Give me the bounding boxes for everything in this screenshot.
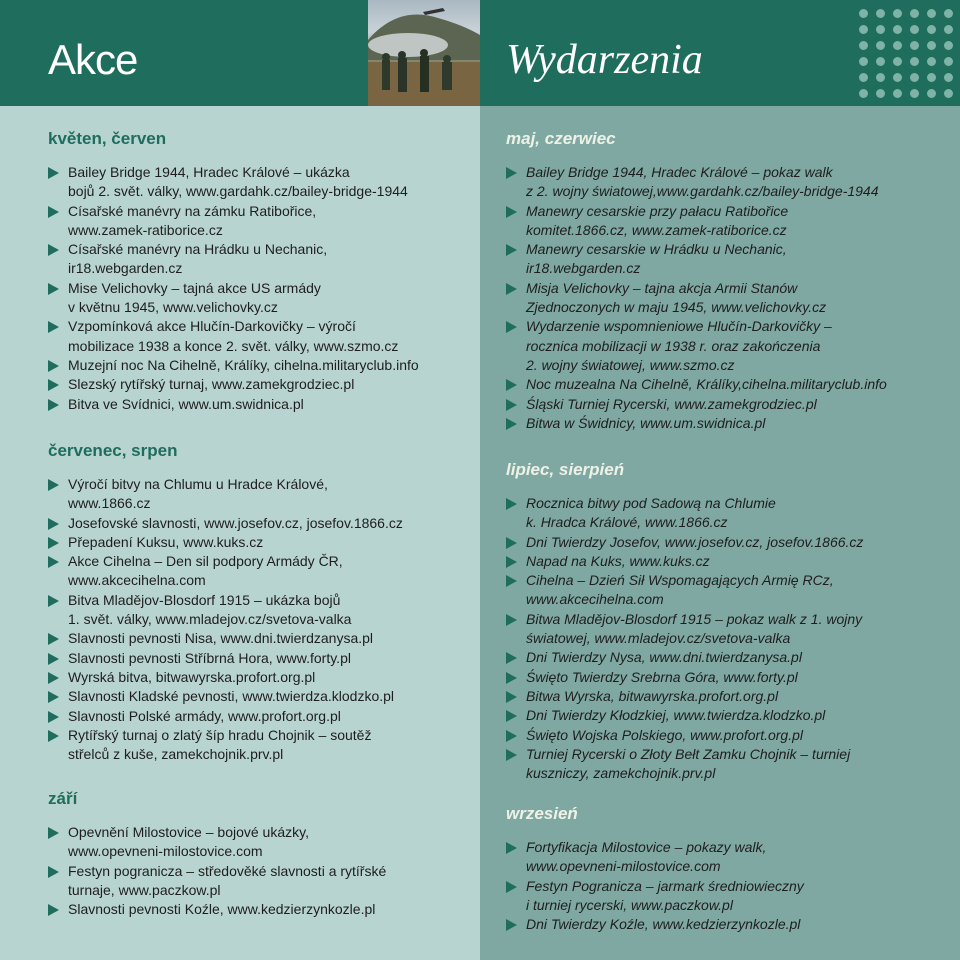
list-item bbox=[506, 163, 946, 202]
list-item-line: Josefovské slavnosti, www.josefov.cz, josefov.1866.cz bbox=[68, 514, 403, 531]
section-title: lipiec, sierpień bbox=[506, 460, 625, 479]
list-item bbox=[506, 494, 946, 533]
triangle-bullet-icon bbox=[506, 881, 517, 893]
section-title: září bbox=[48, 789, 78, 808]
soldiers-photo-image bbox=[368, 0, 480, 106]
section-july-august-cz bbox=[48, 441, 468, 764]
list-item bbox=[48, 823, 468, 862]
triangle-bullet-icon bbox=[506, 710, 517, 722]
triangle-bullet-icon bbox=[506, 652, 517, 664]
list-item-line: z 2. wojny światowej,www.gardahk.cz/bailey-bridge-1944 bbox=[526, 183, 879, 200]
list-item bbox=[48, 514, 468, 533]
triangle-bullet-icon bbox=[506, 730, 517, 742]
list-item-line: 1. svět. války, www.mladejov.cz/svetova-valka bbox=[68, 611, 352, 628]
triangle-bullet-icon bbox=[48, 653, 59, 665]
list-item-line: www.1866.cz bbox=[68, 495, 151, 512]
list-item-line: turnaje, www.paczkow.pl bbox=[68, 881, 221, 898]
list-item-line: Slavnosti pevnosti Stříbrná Hora, www.forty.pl bbox=[68, 649, 351, 666]
list-item-line: Cihelna – Dzień Sił Wspomagających Armię RCz, bbox=[526, 572, 834, 589]
triangle-bullet-icon bbox=[48, 537, 59, 549]
list-item bbox=[48, 862, 468, 901]
list-item bbox=[48, 163, 468, 202]
list-item bbox=[506, 726, 946, 745]
triangle-bullet-icon bbox=[506, 167, 517, 179]
list-item-line: Bitwa w Świdnicy, www.um.swidnica.pl bbox=[526, 414, 766, 431]
list-item-line: Bitwa Wyrska, bitwawyrska.profort.org.pl bbox=[526, 687, 779, 704]
list-item bbox=[48, 649, 468, 668]
list-item-line: Wydarzenie wspomnieniowe Hlučín-Darkovičky – bbox=[526, 318, 832, 335]
list-item bbox=[506, 240, 946, 279]
list-item-line: Dni Twierdzy Josefov, www.josefov.cz, josefov.1866.cz bbox=[526, 533, 864, 550]
list-item bbox=[506, 395, 946, 414]
list-item bbox=[506, 375, 946, 394]
list-item-line: Bailey Bridge 1944, Hradec Králové – pokaz walk bbox=[526, 164, 833, 180]
triangle-bullet-icon bbox=[48, 399, 59, 411]
list-item bbox=[48, 726, 468, 765]
triangle-bullet-icon bbox=[48, 691, 59, 703]
list-item-line: Zjednoczonych w maju 1945, www.velichovky.cz bbox=[526, 299, 827, 316]
list-item bbox=[506, 279, 946, 318]
list-item bbox=[48, 591, 468, 630]
list-item-line: www.opevneni-milostovice.com bbox=[526, 858, 721, 875]
list-item bbox=[48, 240, 468, 279]
list-item-line: 2. wojny światowej, www.szmo.cz bbox=[526, 356, 735, 373]
list-item-line: Slezský rytířský turnaj, www.zamekgrodziec.pl bbox=[68, 376, 355, 393]
list-item-line: Akce Cihelna – Den sil podpory Armády ČR, bbox=[68, 553, 343, 570]
list-item bbox=[506, 571, 946, 610]
list-item bbox=[48, 707, 468, 726]
list-item bbox=[48, 668, 468, 687]
list-item-line: Mise Velichovky – tajná akce US armády bbox=[68, 279, 321, 296]
list-item bbox=[48, 900, 468, 919]
triangle-bullet-icon bbox=[506, 919, 517, 931]
triangle-bullet-icon bbox=[48, 206, 59, 218]
list-item-line: Císařské manévry na Hrádku u Nechanic, bbox=[68, 241, 328, 258]
list-item-line: Bitwa Mladějov-Blosdorf 1915 – pokaz walk z 1. wojny bbox=[526, 610, 863, 627]
list-item-line: bojů 2. svět. války, www.gardahk.cz/bailey-bridge-1944 bbox=[68, 183, 408, 200]
list-item-line: Śląski Turniej Rycerski, www.zamekgrodziec.pl bbox=[526, 395, 817, 412]
list-item bbox=[506, 915, 946, 934]
list-item-line: Rocznica bitwy pod Sadową na Chlumie bbox=[526, 495, 776, 511]
list-item bbox=[48, 552, 468, 591]
triangle-bullet-icon bbox=[48, 556, 59, 568]
list-item-line: i turniej rycerski, www.paczkow.pl bbox=[526, 896, 733, 913]
list-item-line: Dni Twierdzy Koźle, www.kedzierzynkozle.pl bbox=[526, 916, 801, 933]
list-item-line: Přepadení Kuksu, www.kuks.cz bbox=[68, 533, 264, 550]
list-item-line: ir18.webgarden.cz bbox=[68, 260, 183, 277]
list-item-line: komitet.1866.cz, www.zamek-ratiborice.cz bbox=[526, 221, 787, 238]
list-item bbox=[48, 375, 468, 394]
triangle-bullet-icon bbox=[506, 556, 517, 568]
list-item-line: střelců z kuše, zamekchojnik.prv.pl bbox=[68, 746, 284, 763]
list-item bbox=[48, 629, 468, 648]
triangle-bullet-icon bbox=[48, 595, 59, 607]
triangle-bullet-icon bbox=[506, 691, 517, 703]
list-item-line: rocznica mobilizacji w 1938 r. oraz zakończenia bbox=[526, 337, 821, 354]
list-item-line: www.akcecihelna.com bbox=[68, 572, 206, 589]
triangle-bullet-icon bbox=[506, 321, 517, 333]
list-item bbox=[48, 475, 468, 514]
list-item-line: v květnu 1945, www.velichovky.cz bbox=[68, 299, 278, 316]
triangle-bullet-icon bbox=[506, 575, 517, 587]
list-item-line: Slavnosti pevnosti Nisa, www.dni.twierdzanysa.pl bbox=[68, 630, 374, 647]
triangle-bullet-icon bbox=[48, 379, 59, 391]
list-item bbox=[506, 202, 946, 241]
section-title: květen, červen bbox=[48, 129, 167, 148]
section-july-august-pl bbox=[506, 460, 946, 783]
triangle-bullet-icon bbox=[48, 711, 59, 723]
triangle-bullet-icon bbox=[48, 479, 59, 491]
list-item-line: Turniej Rycerski o Złoty Bełt Zamku Chojnik – turniej bbox=[526, 745, 851, 762]
section-title: wrzesień bbox=[506, 804, 578, 823]
list-item-line: Muzejní noc Na Cihelně, Králíky, cihelna.militaryclub.info bbox=[68, 356, 419, 373]
triangle-bullet-icon bbox=[506, 672, 517, 684]
section-title: maj, czerwiec bbox=[506, 129, 616, 148]
list-item bbox=[48, 317, 468, 356]
list-item-line: Slavnosti pevnosti Koźle, www.kedzierzynkozle.pl bbox=[68, 901, 376, 918]
list-item-line: Wyrská bitva, bitwawyrska.profort.org.pl bbox=[68, 668, 316, 685]
list-item-line: Bitva ve Svídnici, www.um.swidnica.pl bbox=[68, 395, 304, 412]
list-item-line: Święto Twierdzy Srebrna Góra, www.forty.pl bbox=[526, 668, 798, 685]
list-item bbox=[506, 414, 946, 433]
list-item-line: kuszniczy, zamekchojnik.prv.pl bbox=[526, 765, 716, 782]
triangle-bullet-icon bbox=[48, 730, 59, 742]
list-item bbox=[506, 668, 946, 687]
triangle-bullet-icon bbox=[506, 498, 517, 510]
list-item-line: Bailey Bridge 1944, Hradec Králové – ukázka bbox=[68, 164, 350, 180]
triangle-bullet-icon bbox=[48, 167, 59, 179]
list-item-line: www.opevneni-milostovice.com bbox=[68, 843, 263, 860]
triangle-bullet-icon bbox=[48, 672, 59, 684]
section-september-pl bbox=[506, 804, 946, 934]
page-title-czech: Akce bbox=[48, 36, 138, 83]
triangle-bullet-icon bbox=[506, 418, 517, 430]
list-item bbox=[506, 533, 946, 552]
triangle-bullet-icon bbox=[48, 360, 59, 372]
list-item-line: Slavnosti Polské armády, www.profort.org.pl bbox=[68, 707, 341, 724]
page-title-polish: Wydarzenia bbox=[506, 37, 703, 83]
list-item bbox=[506, 877, 946, 916]
triangle-bullet-icon bbox=[506, 379, 517, 391]
triangle-bullet-icon bbox=[48, 633, 59, 645]
triangle-bullet-icon bbox=[506, 244, 517, 256]
list-item bbox=[48, 279, 468, 318]
list-item-line: światowej, www.mladejov.cz/svetova-valka bbox=[526, 630, 791, 647]
triangle-bullet-icon bbox=[506, 749, 517, 761]
list-item-line: Napad na Kuks, www.kuks.cz bbox=[526, 552, 710, 569]
list-item bbox=[506, 687, 946, 706]
list-item bbox=[506, 648, 946, 667]
list-item-line: Vzpomínková akce Hlučín-Darkovičky – výročí bbox=[68, 318, 356, 335]
list-item bbox=[506, 610, 946, 649]
list-item-line: Opevnění Milostovice – bojové ukázky, bbox=[68, 824, 309, 840]
list-item-line: Manewry cesarskie w Hrádku u Nechanic, bbox=[526, 241, 787, 258]
triangle-bullet-icon bbox=[48, 866, 59, 878]
list-item bbox=[48, 395, 468, 414]
triangle-bullet-icon bbox=[48, 904, 59, 916]
list-item bbox=[506, 317, 946, 375]
list-item-line: Fortyfikacja Milostovice – pokazy walk, bbox=[526, 839, 767, 855]
list-item bbox=[48, 202, 468, 241]
header-photo bbox=[368, 0, 480, 106]
list-item bbox=[48, 533, 468, 552]
decorative-dot-grid bbox=[856, 6, 956, 102]
triangle-bullet-icon bbox=[506, 614, 517, 626]
triangle-bullet-icon bbox=[506, 206, 517, 218]
list-item-line: mobilizace 1938 a konce 2. svět. války, www.szmo.cz bbox=[68, 337, 399, 354]
list-item bbox=[48, 687, 468, 706]
list-item bbox=[506, 838, 946, 877]
list-item-line: k. Hradca Králové, www.1866.cz bbox=[526, 514, 728, 531]
list-item-line: Święto Wojska Polskiego, www.profort.org.pl bbox=[526, 726, 803, 743]
triangle-bullet-icon bbox=[48, 518, 59, 530]
triangle-bullet-icon bbox=[506, 537, 517, 549]
list-item-line: Festyn pogranicza – středověké slavnosti a rytířské bbox=[68, 862, 387, 879]
list-item-line: www.akcecihelna.com bbox=[526, 591, 664, 608]
list-item bbox=[506, 706, 946, 725]
list-item bbox=[48, 356, 468, 375]
section-may-june-pl bbox=[506, 129, 946, 433]
list-item-line: Misja Velichovky – tajna akcja Armii Stanów bbox=[526, 279, 798, 296]
list-item-line: Výročí bitvy na Chlumu u Hradce Králové, bbox=[68, 476, 328, 492]
list-item-line: Slavnosti Kladské pevnosti, www.twierdza.klodzko.pl bbox=[68, 688, 395, 705]
list-item bbox=[506, 552, 946, 571]
triangle-bullet-icon bbox=[48, 283, 59, 295]
list-item-line: Bitva Mladějov-Blosdorf 1915 – ukázka bojů bbox=[68, 591, 341, 608]
section-september-cz bbox=[48, 789, 468, 919]
section-may-june-cz bbox=[48, 129, 468, 414]
list-item-line: Dni Twierdzy Kłodzkiej, www.twierdza.klodzko.pl bbox=[526, 707, 826, 724]
list-item-line: Dni Twierdzy Nysa, www.dni.twierdzanysa.pl bbox=[526, 649, 802, 666]
list-item-line: Festyn Pogranicza – jarmark średniowieczny bbox=[526, 877, 804, 894]
triangle-bullet-icon bbox=[506, 399, 517, 411]
triangle-bullet-icon bbox=[48, 827, 59, 839]
section-title: červenec, srpen bbox=[48, 441, 178, 460]
list-item-line: Císařské manévry na zámku Ratibořice, bbox=[68, 202, 317, 219]
triangle-bullet-icon bbox=[506, 842, 517, 854]
list-item-line: ir18.webgarden.cz bbox=[526, 260, 641, 277]
list-item bbox=[506, 745, 946, 784]
triangle-bullet-icon bbox=[48, 244, 59, 256]
list-item-line: www.zamek-ratiborice.cz bbox=[68, 221, 223, 238]
list-item-line: Noc muzealna Na Cihelně, Králíky,cihelna.militaryclub.info bbox=[526, 376, 887, 393]
triangle-bullet-icon bbox=[48, 321, 59, 333]
triangle-bullet-icon bbox=[506, 283, 517, 295]
list-item-line: Manewry cesarskie przy pałacu Ratibořice bbox=[526, 202, 789, 219]
list-item-line: Rytířský turnaj o zlatý šíp hradu Chojnik – soutěž bbox=[68, 726, 372, 743]
